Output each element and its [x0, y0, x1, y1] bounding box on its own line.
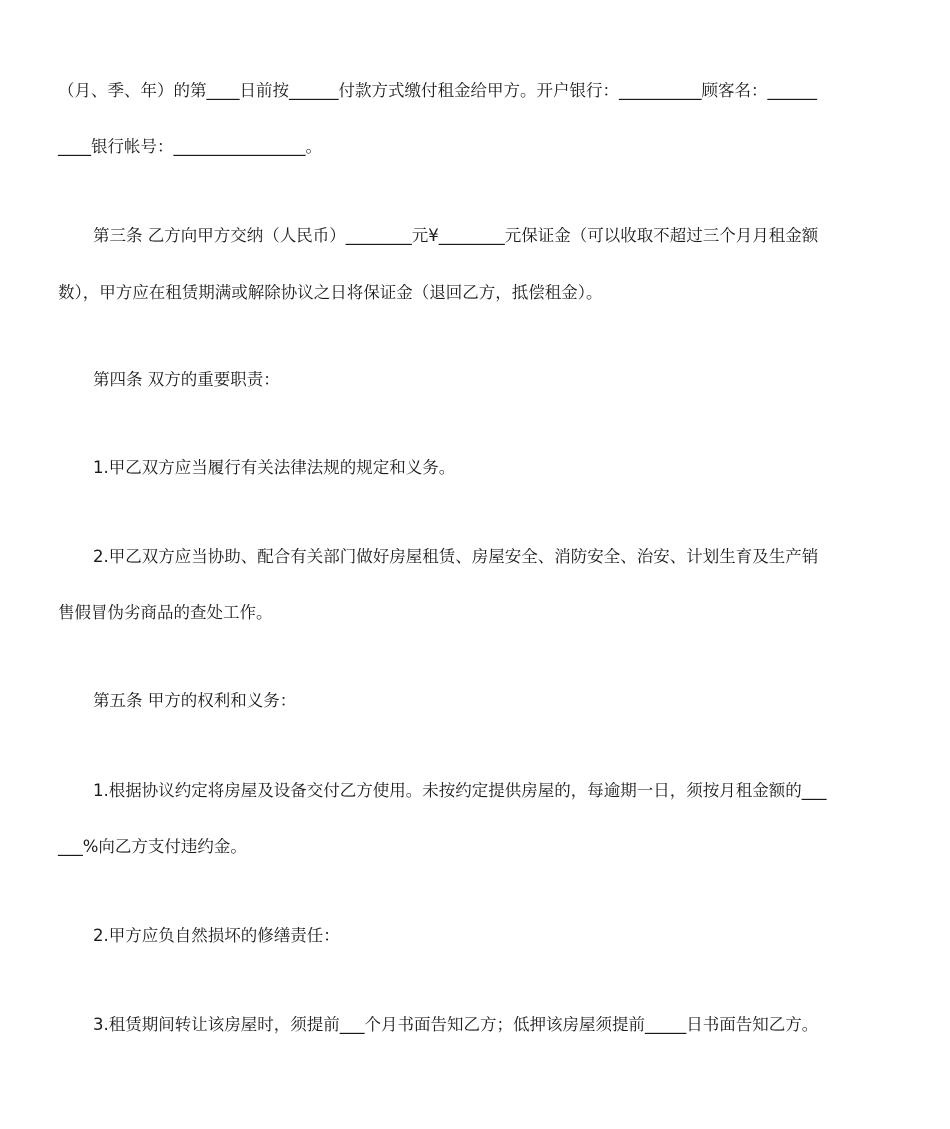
- paragraph-line: 数），甲方应在租赁期满或解除协议之日将保证金（退回乙方，抵偿租金）。: [58, 283, 603, 302]
- list-item: 2.甲方应负自然损坏的修缮责任：: [93, 926, 340, 945]
- paragraph-line: 售假冒伪劣商品的查处工作。: [58, 603, 273, 622]
- paragraph-line: （月、季、年）的第____日前按______付款方式缴付租金给甲方。开户银行：__________顾客名：______: [58, 81, 817, 100]
- list-item: 1.根据协议约定将房屋及设备交付乙方使用。未按约定提供房屋的，每逾期一日，须按月租金额的___: [93, 781, 827, 800]
- article-4-heading: 第四条 双方的重要职责：: [93, 370, 280, 389]
- paragraph-line: ____银行帐号：________________。: [58, 137, 322, 156]
- article-3-line: 第三条 乙方向甲方交纳（人民币）________元¥________元保证金（可以收取不超过三个月月租金额: [93, 226, 819, 245]
- list-item: 3.租赁期间转让该房屋时，须提前___个月书面告知乙方；低押该房屋须提前_____日书面告知乙方。: [93, 1015, 819, 1034]
- article-5-heading: 第五条 甲方的权利和义务：: [93, 691, 297, 710]
- paragraph-line: ___%向乙方支付违约金。: [58, 837, 247, 856]
- list-item: 1.甲乙双方应当履行有关法律法规的规定和义务。: [93, 458, 456, 477]
- list-item: 2.甲乙双方应当协助、配合有关部门做好房屋租赁、房屋安全、消防安全、治安、计划生育及生产销: [93, 547, 819, 566]
